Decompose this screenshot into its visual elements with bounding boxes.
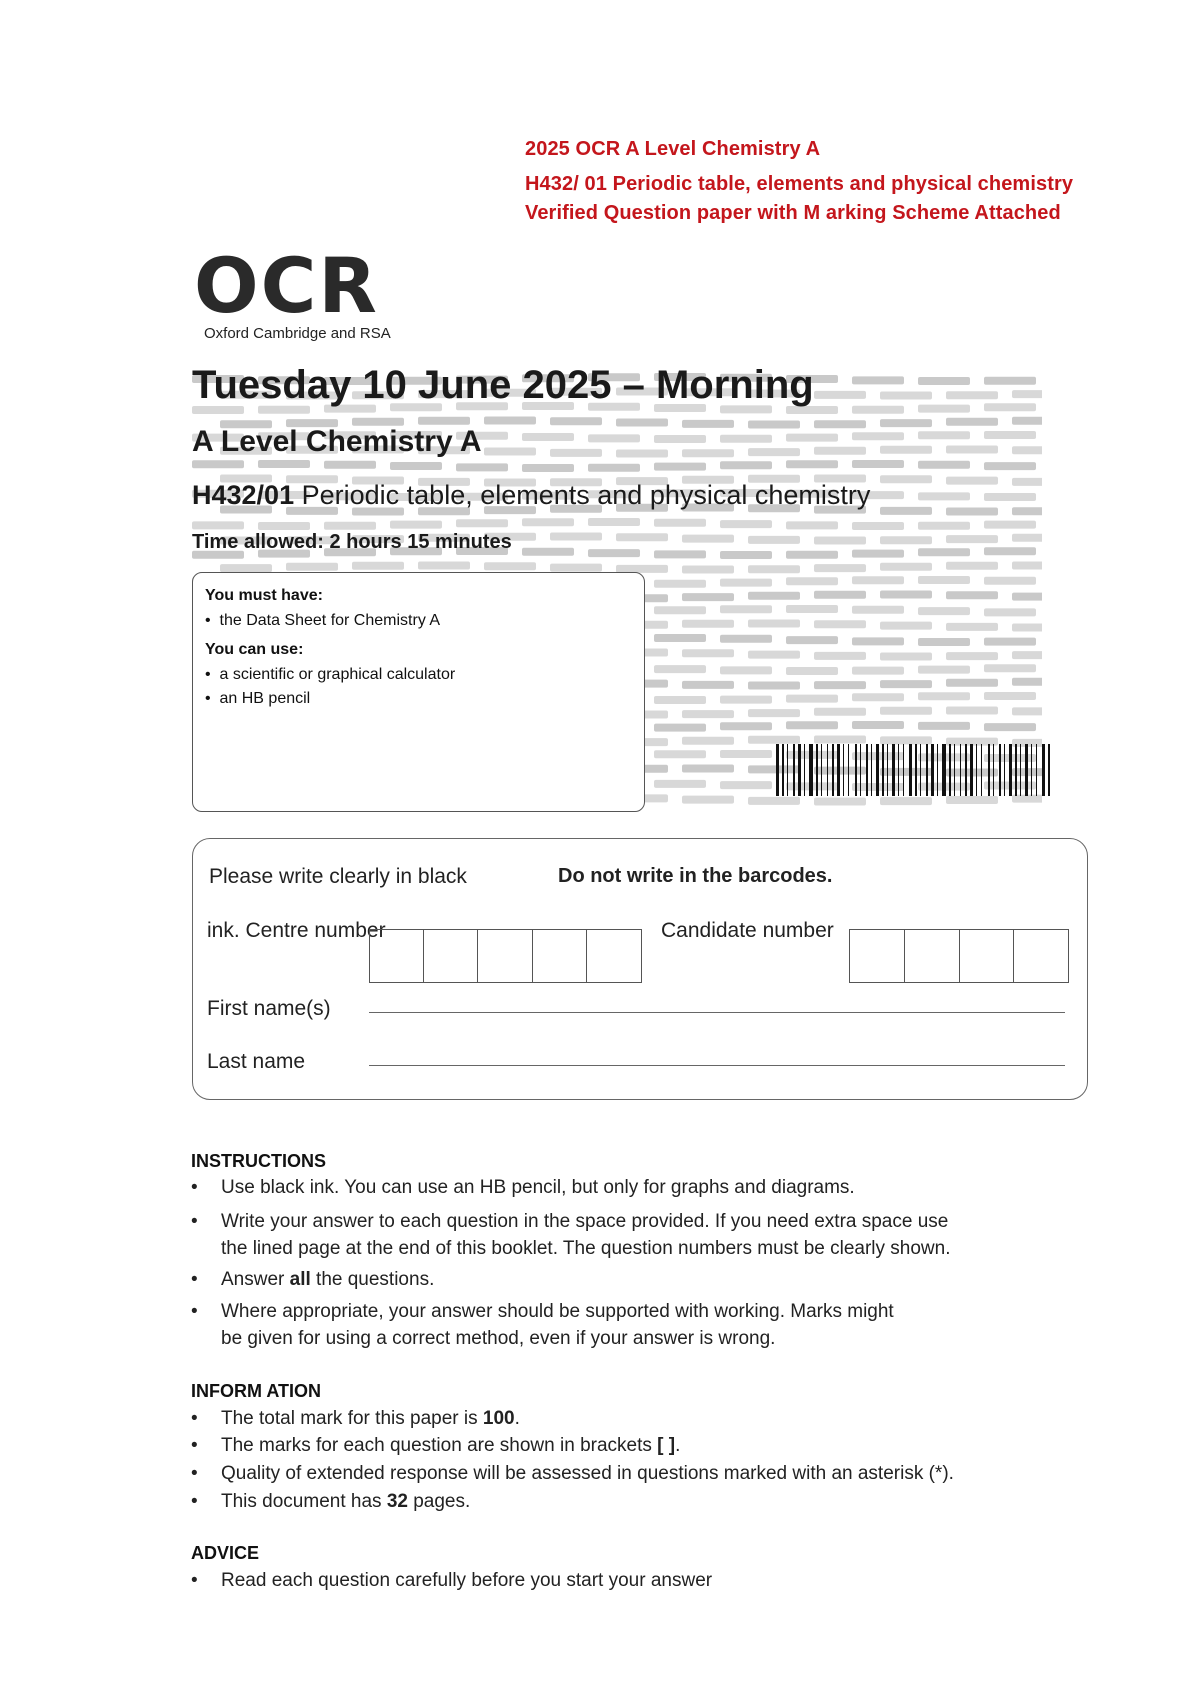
information-item: • The total mark for this paper is 100. — [191, 1408, 520, 1429]
advice-item: • Read each question carefully before you start your answer — [191, 1570, 713, 1591]
last-name-label: Last name — [207, 1050, 306, 1073]
centre-number-digit[interactable] — [370, 930, 424, 982]
header-subtitle: H432/ 01 Periodic table, elements and physical chemistry — [525, 173, 1074, 195]
equipment-box — [192, 572, 645, 812]
candidate-details-box — [192, 838, 1088, 1100]
instruction-item: • Where appropriate, your answer should be supported with working. Marks might be given for using a correct method, even if your answer is wrong. — [191, 1301, 894, 1349]
time-allowed: Time allowed: 2 hours 15 minutes — [192, 531, 512, 553]
must-have-item: • the Data Sheet for Chemistry A — [205, 612, 441, 629]
can-use-heading: You can use: — [205, 641, 304, 658]
paper-title — [192, 480, 870, 511]
instruction-item: • Use black ink. You can use an HB pencil, but only for graphs and diagrams. — [191, 1177, 855, 1198]
must-have-heading: You must have: — [205, 587, 323, 604]
ocr-logo: OCR — [194, 241, 379, 330]
candidate-number-digit[interactable] — [850, 930, 905, 982]
information-heading: INFORM ATION — [191, 1381, 321, 1401]
information-item: • This document has 32 pages. — [191, 1491, 471, 1512]
write-clearly-note: Please write clearly in black — [209, 865, 467, 888]
centre-number-digit[interactable] — [533, 930, 587, 982]
centre-number-digit[interactable] — [587, 930, 641, 982]
exam-date: Tuesday 10 June 2025 – Morning — [192, 363, 814, 407]
advice-heading: ADVICE — [191, 1543, 260, 1563]
qualification-title: A Level Chemistry A — [192, 425, 482, 458]
candidate-number-label: Candidate number — [661, 919, 834, 942]
paper-code: H432/01 — [192, 480, 295, 510]
candidate-number-boxes[interactable] — [849, 929, 1069, 983]
barcode — [774, 744, 1052, 796]
information-item: • The marks for each question are shown in brackets [ ]. — [191, 1435, 681, 1456]
last-name-field[interactable] — [369, 1064, 1065, 1066]
centre-number-label: ink. Centre number — [207, 919, 386, 942]
first-name-label: First name(s) — [207, 997, 331, 1020]
centre-number-digit[interactable] — [424, 930, 478, 982]
centre-number-digit[interactable] — [478, 930, 532, 982]
instruction-item: • Answer all the questions. — [191, 1269, 435, 1290]
candidate-number-digit[interactable] — [1014, 930, 1068, 982]
instructions-heading: INSTRUCTIONS — [191, 1151, 326, 1171]
no-barcodes-note: Do not write in the barcodes. — [558, 865, 833, 887]
candidate-number-digit[interactable] — [905, 930, 960, 982]
information-item: • Quality of extended response will be assessed in questions marked with an asterisk (*). — [191, 1463, 954, 1484]
instruction-item: • Write your answer to each question in the space provided. If you need extra space use the lined page at the end of this booklet. The question numbers must be clearly shown. — [191, 1211, 951, 1259]
can-use-item: • an HB pencil — [205, 690, 311, 707]
first-name-field[interactable] — [369, 1011, 1065, 1013]
logo-subtitle: Oxford Cambridge and RSA — [204, 325, 391, 342]
paper-name: Periodic table, elements and physical chemistry — [301, 480, 871, 510]
candidate-number-digit[interactable] — [960, 930, 1015, 982]
centre-number-boxes[interactable] — [369, 929, 642, 983]
header-note: Verified Question paper with M arking Scheme Attached — [525, 202, 1061, 224]
header-title: 2025 OCR A Level Chemistry A — [525, 138, 821, 160]
can-use-item: • a scientific or graphical calculator — [205, 666, 456, 683]
